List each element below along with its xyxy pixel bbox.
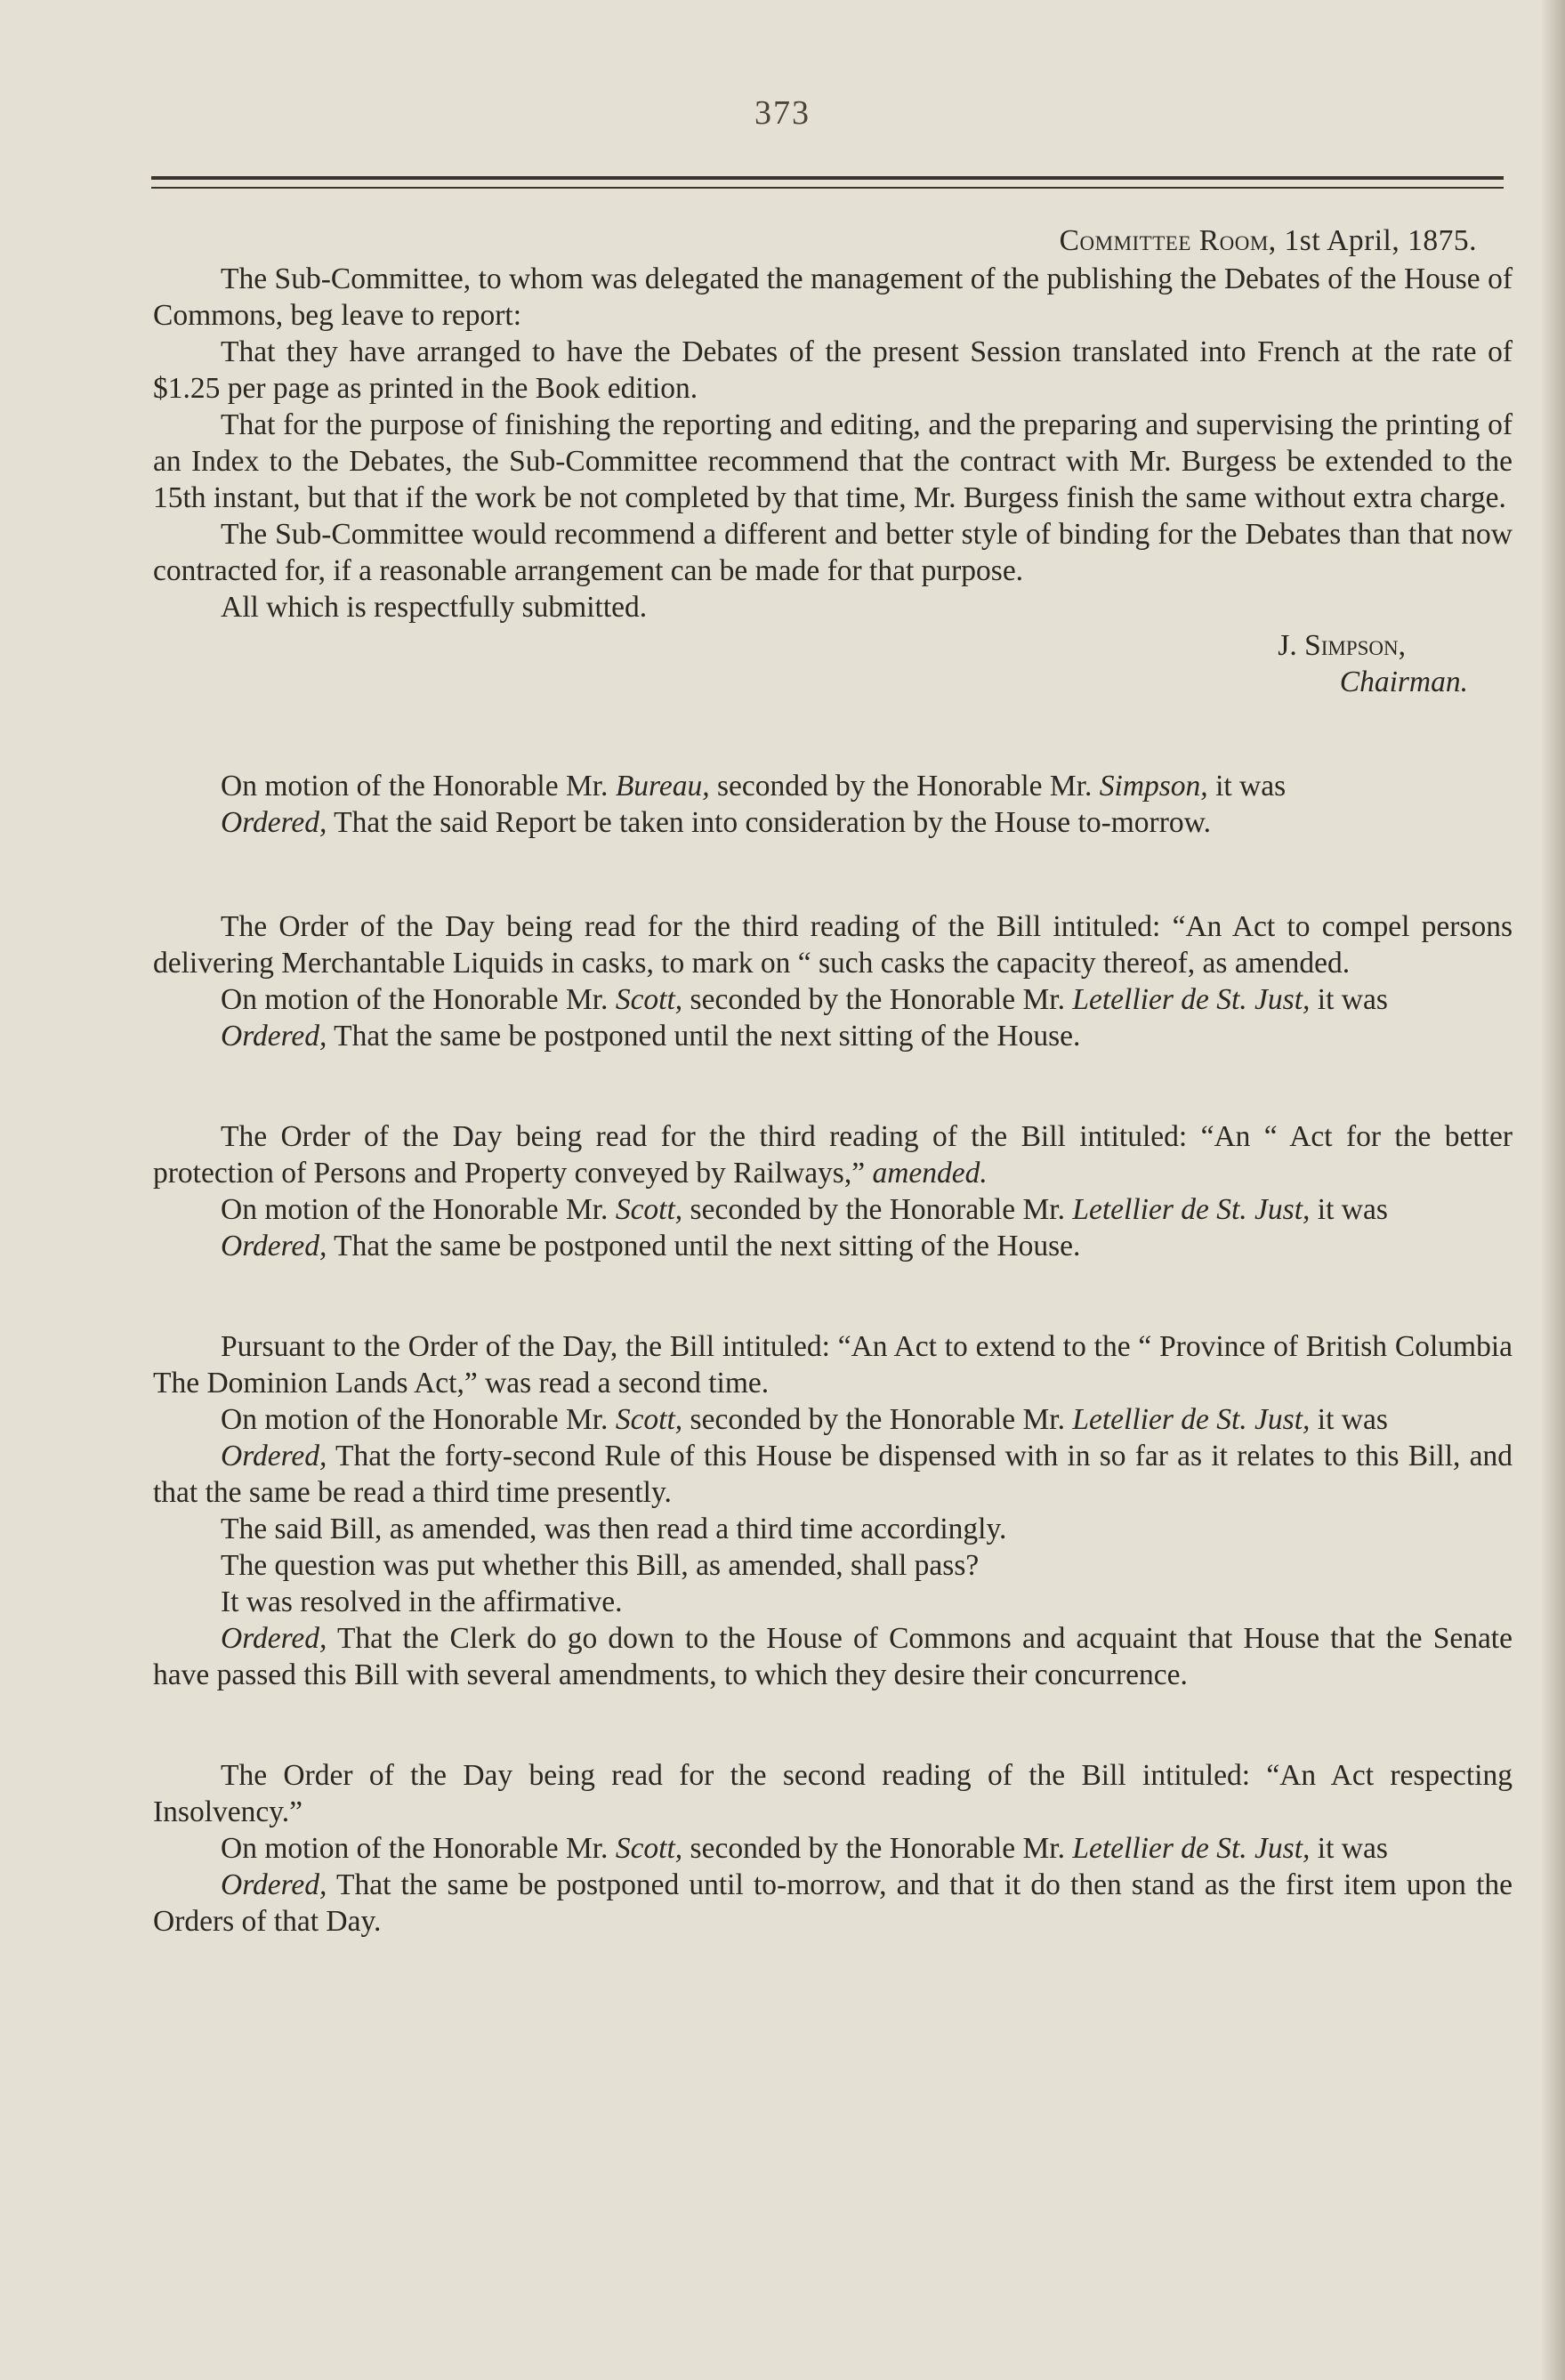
section5-order [153,1867,1513,1940]
motion1-text [153,768,1513,804]
section5-order-text: That the same be postponed until to-morrow, and that it do then stand as the first item upon the Orders of that Day. [153,1868,1513,1938]
report-paragraph-4: The Sub-Committee would recommend a different and better style of binding for the Debates than that now contracted for, if a reasonable arrangement can be made for that purpose. [153,518,1513,587]
motion1-seconder: Simpson, [1099,770,1208,803]
section3-mover: Scott, [615,1193,683,1226]
section3-motion-a: On motion of the Honorable Mr. [221,1193,616,1226]
section4-motion-a: On motion of the Honorable Mr. [221,1403,616,1436]
dateline-date: 1st April, 1875. [1276,224,1477,257]
page-edge-shadow [1540,0,1565,2380]
section3-motion-c: it was [1310,1193,1388,1226]
section4-ordered-1: Ordered, [221,1440,327,1472]
page-body [153,222,1513,1940]
section4-order-2-text: That the Clerk do go down to the House of Commons and acquaint that House that the Senate have passed this Bill with several amendments, to which they desire their concurrence. [153,1622,1513,1691]
section4-intro: Pursuant to the Order of the Day, the Bill intituled: “An Act to extend to the “ Province of British Columbia The Dominion Lands Act,” was read a second time. [153,1330,1513,1400]
section2-motion-a: On motion of the Honorable Mr. [221,983,616,1016]
section4-mover: Scott, [615,1403,683,1436]
section2-mover: Scott, [615,983,683,1016]
section4-motion-b: seconded by the Honorable Mr. [682,1403,1073,1436]
section2-motion-c: it was [1310,983,1388,1016]
section2-motion [153,981,1513,1018]
section4-motion [153,1401,1513,1438]
signatory-initial: J. [1278,629,1305,662]
section-gap [153,1264,1513,1328]
section5-mover: Scott, [615,1832,683,1865]
section5-motion [153,1830,1513,1867]
section4-third-reading: The said Bill, as amended, was then read a third time accordingly. [221,1513,1007,1545]
section2-order [153,1018,1513,1054]
section3-intro-text: The Order of the Day being read for the third reading of the Bill intituled: “An “ Act for the better protection of Persons and Property conveyed by Railways,” [153,1120,1513,1190]
section2-seconder: Letellier de St. Just, [1072,983,1311,1016]
section3-motion-b: seconded by the Honorable Mr. [682,1193,1073,1226]
signatory-name: Simpson, [1304,629,1406,662]
section4-motion-c: it was [1310,1403,1388,1436]
section4-resolved: It was resolved in the affirmative. [221,1585,623,1618]
page-number: 373 [754,94,811,132]
section2-ordered: Ordered, [221,1020,327,1053]
motion1-order [153,804,1513,841]
report-paragraph-5: All which is respectfully submitted. [221,591,648,624]
report-paragraph-2: That they have arranged to have the Debates of the present Session translated into French at the rate of $1.25 per page as printed in the Book edition. [153,335,1513,405]
section3-ordered: Ordered, [221,1230,327,1263]
report-dateline [153,222,1513,259]
motion1-ordered: Ordered, [221,806,327,839]
report-signatory [153,627,1513,664]
section4-order-2 [153,1620,1513,1693]
signatory-title: Chairman. [1339,666,1468,698]
section5-motion-b: seconded by the Honorable Mr. [682,1832,1073,1865]
section4-ordered-2: Ordered, [221,1622,327,1655]
section3-order-text: That the same be postponed until the next sitting of the House. [327,1230,1081,1263]
motion1-mover: Bureau, [615,770,710,803]
section5-motion-c: it was [1310,1832,1388,1865]
dateline-place: Committee Room, [1059,224,1277,257]
report-paragraph-3: That for the purpose of finishing the reporting and editing, and the preparing and supervising the printing of an Index to the Debates, the Sub-Committee recommend that the contract with Mr. Burgess be extended to the 15th instant, but that if the work be not completed by that time, Mr. Burgess finish the same without extra charge. [153,408,1513,514]
section4-order-1 [153,1438,1513,1511]
section3-amended: amended. [872,1157,988,1190]
header-rule-thick [151,176,1504,180]
section3-order [153,1228,1513,1264]
section5-seconder: Letellier de St. Just, [1072,1832,1311,1865]
motion1-part-a: On motion of the Honorable Mr. [221,770,616,803]
report-paragraph-1: The Sub-Committee, to whom was delegated the management of the publishing the Debates of the House of Commons, beg leave to report: [153,262,1513,332]
motion1-part-b: seconded by the Honorable Mr. [709,770,1100,803]
section-gap [153,841,1513,908]
section5-intro: The Order of the Day being read for the second reading of the Bill intituled: “An Act respecting Insolvency.” [153,1759,1513,1828]
section2-motion-b: seconded by the Honorable Mr. [682,983,1073,1016]
section4-seconder: Letellier de St. Just, [1072,1403,1311,1436]
section4-question: The question was put whether this Bill, as amended, shall pass? [221,1549,980,1582]
section-gap [153,1693,1513,1757]
section3-motion [153,1191,1513,1228]
motion1-order-text: That the said Report be taken into consideration by the House to-morrow. [327,806,1212,839]
section5-motion-a: On motion of the Honorable Mr. [221,1832,616,1865]
section-gap [153,700,1513,768]
header-rule-thin [151,187,1504,189]
section4-order-1-text: That the forty-second Rule of this House be dispensed with in so far as it relates to this Bill, and that the same be read a third time presently. [153,1440,1513,1509]
section5-ordered: Ordered, [221,1868,327,1901]
section3-seconder: Letellier de St. Just, [1072,1193,1311,1226]
section3-intro [153,1118,1513,1191]
section2-order-text: That the same be postponed until the next sitting of the House. [327,1020,1081,1053]
section-gap [153,1054,1513,1118]
section2-intro: The Order of the Day being read for the third reading of the Bill intituled: “An Act to compel persons delivering Merchantable Liquids in casks, to mark on “ such casks the capacity thereof, as amended. [153,910,1513,980]
motion1-part-c: it was [1207,770,1287,803]
